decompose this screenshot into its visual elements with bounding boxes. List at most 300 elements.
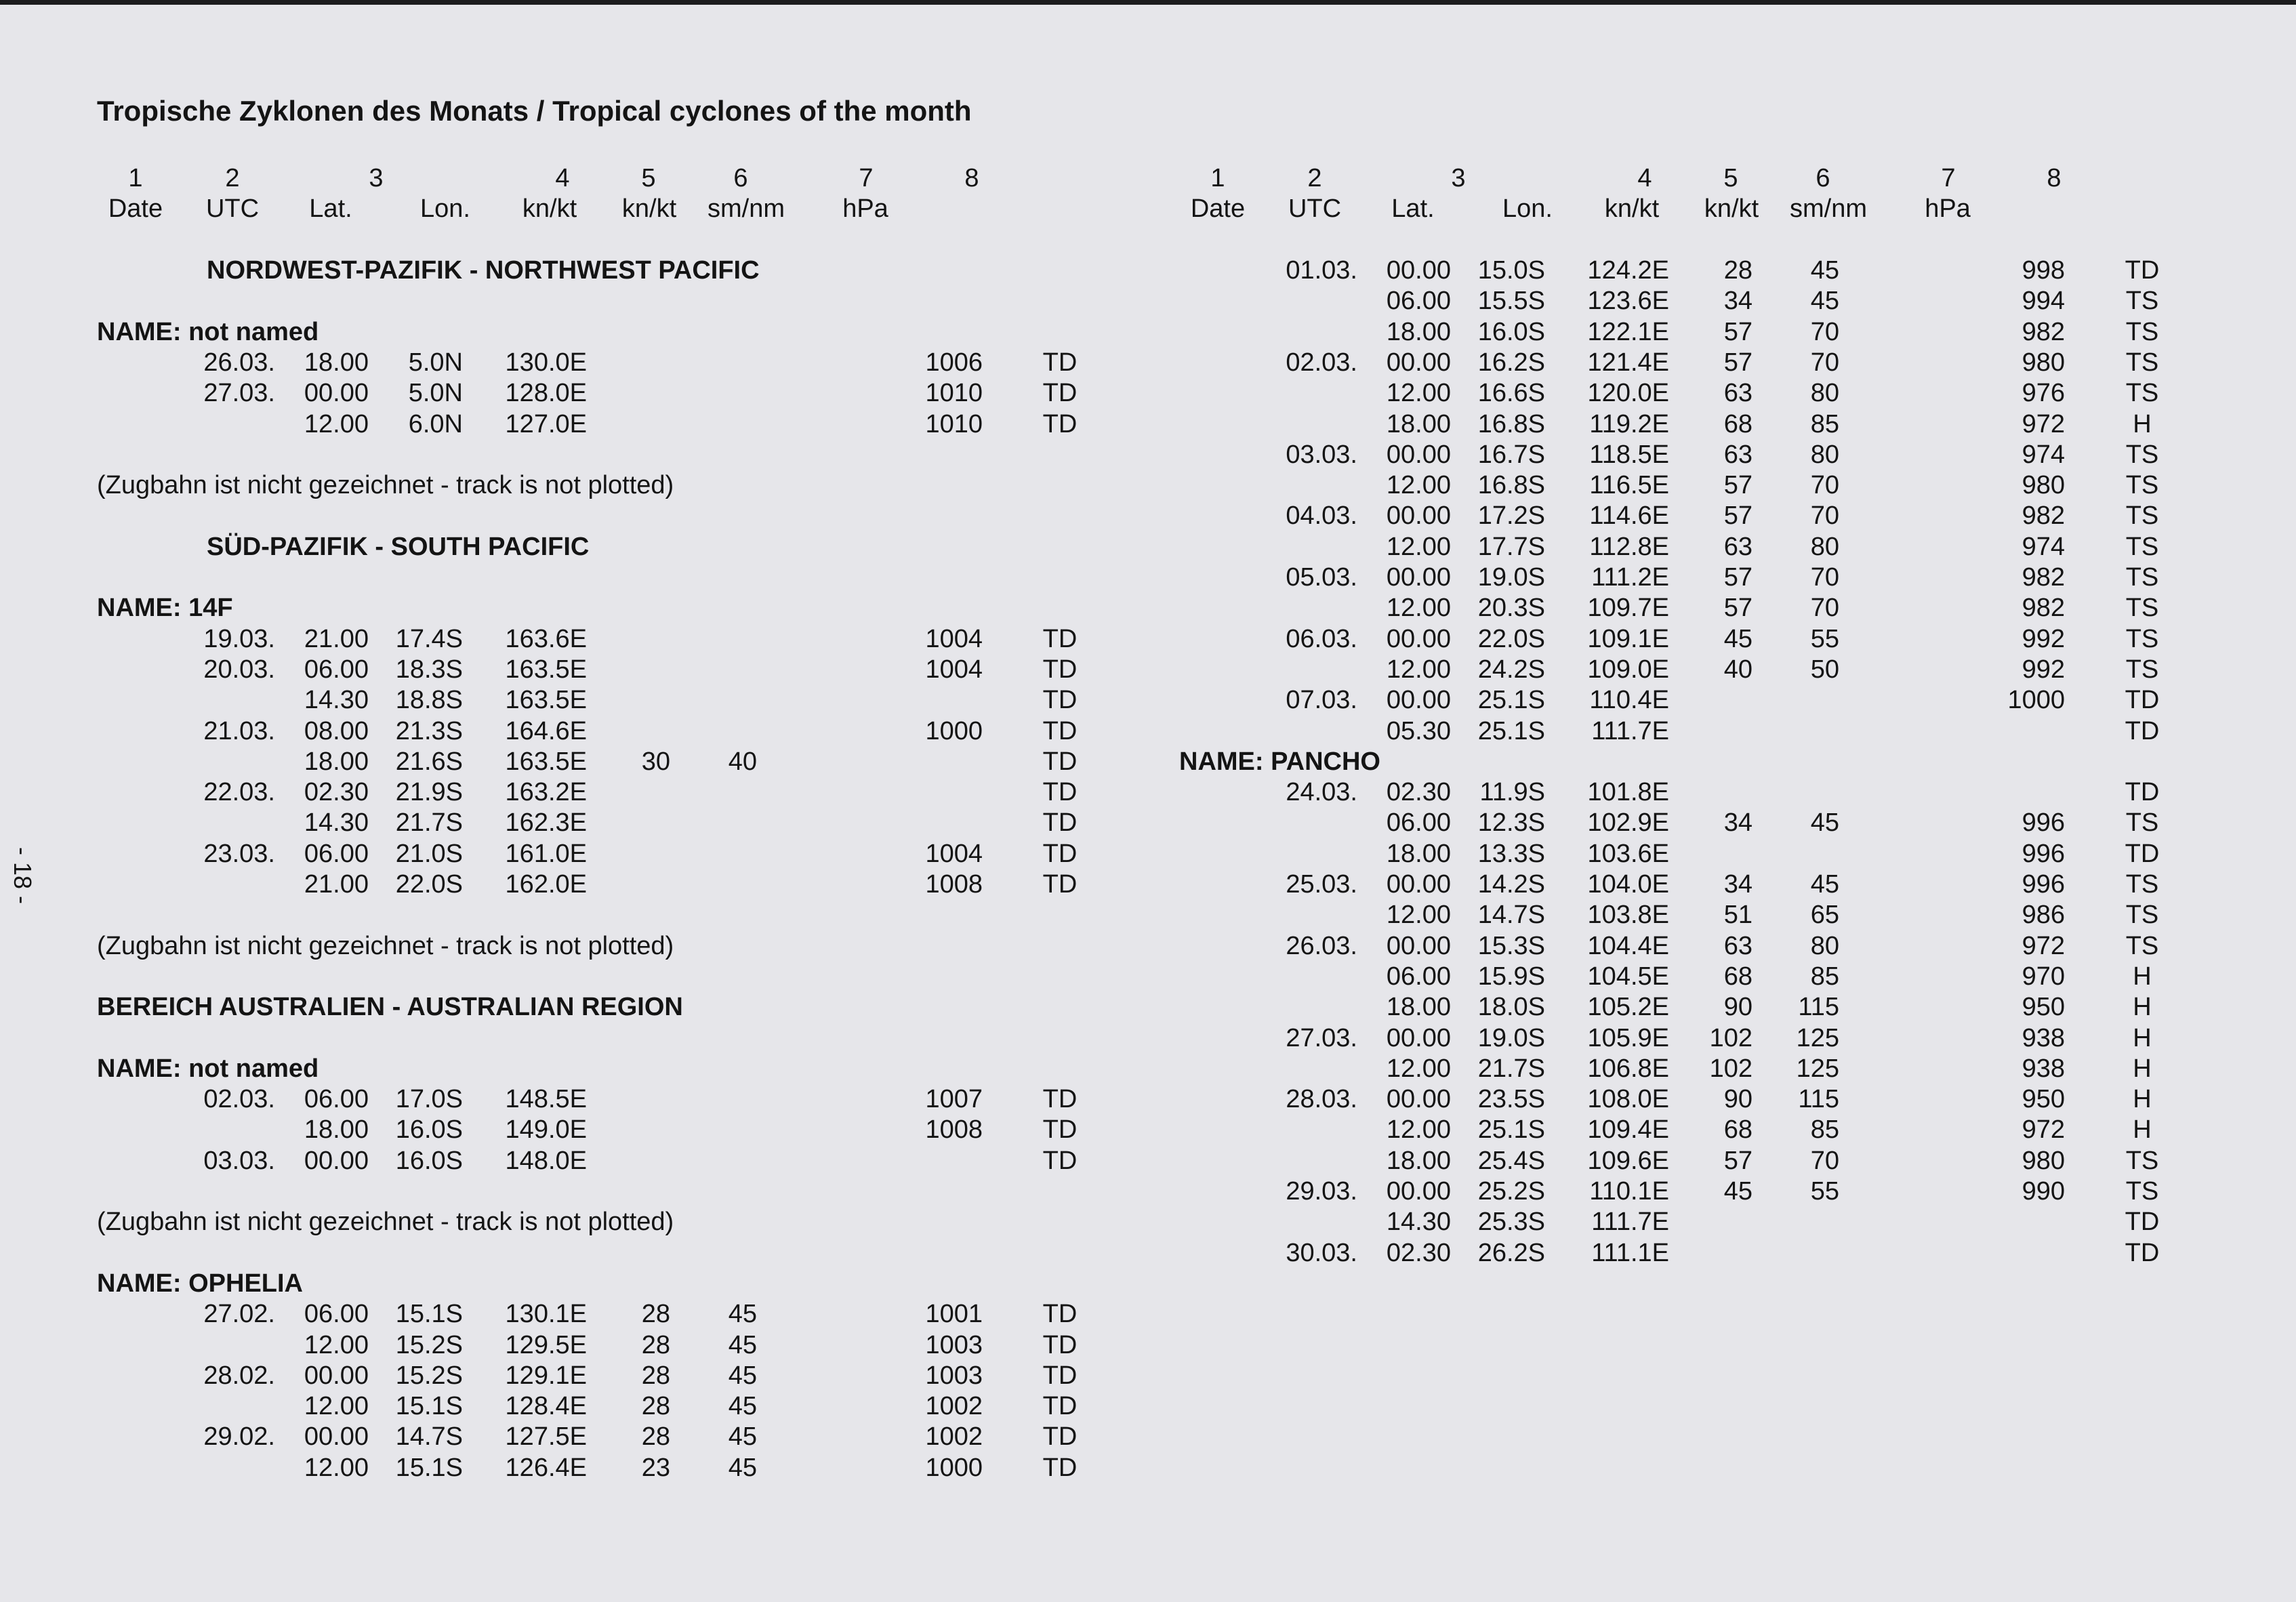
cell-category: TS (2125, 655, 2159, 684)
cell-category: TD (1042, 1422, 1078, 1452)
cell-lat: 25.4S (1477, 1146, 1545, 1175)
cell-wind-kt: 30 (641, 747, 670, 776)
cell-gust-kt: 45 (1810, 256, 1839, 285)
cell-category: TS (2125, 317, 2159, 346)
right-header-number-7: 7 (1941, 164, 1956, 192)
cell-lon: 163.2E (505, 778, 587, 807)
cell-lon: 118.5E (1589, 440, 1669, 469)
cell-gust-kt: 70 (1810, 317, 1839, 346)
cell-gust-kt: 125 (1796, 1054, 1839, 1083)
cell-lat: 15.1S (395, 1300, 463, 1329)
cyclone-name: NAME: OPHELIA (97, 1269, 303, 1298)
table-row (1179, 287, 2196, 317)
cell-lon: 109.0E (1587, 655, 1669, 684)
left-header-label-8: hPa (842, 194, 888, 223)
cell-lon: 109.1E (1587, 624, 1669, 653)
cell-category: TS (2125, 471, 2159, 500)
page-title: Tropische Zyklonen des Monats / Tropical cyclones of the month (97, 95, 972, 127)
cell-wind-kt: 90 (1723, 993, 1752, 1022)
cell-utc: 00.00 (1386, 931, 1451, 960)
cyclone-name: NAME: not named (97, 317, 319, 346)
cell-lon: 105.2E (1587, 993, 1669, 1022)
cell-lon: 120.0E (1587, 379, 1669, 408)
cell-category: H (2133, 1115, 2152, 1145)
cell-lon: 110.4E (1589, 686, 1669, 715)
table-row (97, 1331, 1113, 1361)
table-row (97, 625, 1113, 655)
cell-lat: 17.4S (395, 624, 463, 653)
cell-gust-kt: 70 (1810, 501, 1839, 531)
section-heading: NORDWEST-PAZIFIK - NORTHWEST PACIFIC (207, 256, 760, 285)
cell-utc: 06.00 (1386, 962, 1451, 991)
cell-pressure: 986 (2022, 901, 2065, 930)
cell-lat: 18.8S (395, 686, 463, 715)
cell-utc: 00.00 (304, 1361, 369, 1390)
cell-wind-kt: 57 (1723, 563, 1752, 592)
cell-utc: 00.00 (1386, 1023, 1451, 1052)
cell-date: 22.03. (203, 778, 275, 807)
cell-utc: 06.00 (1386, 287, 1451, 316)
cell-category: TS (2125, 870, 2159, 899)
cell-pressure: 992 (2022, 655, 2065, 684)
cell-utc: 18.00 (1386, 993, 1451, 1022)
table-row (1179, 778, 2196, 808)
cell-category: TD (1042, 1453, 1078, 1482)
cell-category: TD (1042, 1392, 1078, 1421)
table-row (97, 379, 1113, 409)
cell-lon: 119.2E (1589, 409, 1669, 438)
right-header-label-8: hPa (1925, 194, 1971, 223)
left-header-label-3: Lat. (309, 194, 352, 223)
left-header-number-1: 1 (128, 164, 143, 192)
table-row (1179, 410, 2196, 440)
cell-gust-kt: 80 (1810, 532, 1839, 561)
cell-category: TS (2125, 563, 2159, 592)
cell-category: TD (1042, 1115, 1078, 1145)
cell-lon: 162.3E (505, 808, 587, 838)
cell-date: 20.03. (203, 655, 275, 684)
cell-category: H (2133, 962, 2152, 991)
cell-category: TS (2125, 931, 2159, 960)
table-row (97, 1115, 1113, 1146)
cell-wind-kt: 102 (1709, 1054, 1752, 1083)
cell-wind-kt: 40 (1723, 655, 1752, 684)
cell-pressure: 1000 (2007, 686, 2065, 715)
cell-category: TS (2125, 808, 2159, 838)
cell-pressure: 938 (2022, 1054, 2065, 1083)
cell-utc: 21.00 (304, 870, 369, 899)
cell-lat: 17.7S (1477, 532, 1545, 561)
cell-category: TD (1042, 1085, 1078, 1114)
table-row (1179, 932, 2196, 962)
cell-utc: 06.00 (1386, 808, 1451, 838)
cell-pressure: 982 (2022, 501, 2065, 531)
cell-pressure: 1003 (925, 1361, 983, 1390)
table-row (97, 717, 1113, 747)
cell-lon: 122.1E (1587, 317, 1669, 346)
cell-lat: 16.0S (395, 1115, 463, 1145)
cell-wind-kt: 34 (1723, 287, 1752, 316)
cell-utc: 12.00 (1386, 901, 1451, 930)
cell-lat: 21.0S (395, 839, 463, 868)
cell-gust-kt: 40 (728, 747, 757, 776)
cell-category: TS (2125, 501, 2159, 531)
cell-wind-kt: 23 (641, 1453, 670, 1482)
cell-pressure: 998 (2022, 256, 2065, 285)
table-row (1179, 440, 2196, 471)
cell-pressure: 1008 (925, 870, 983, 899)
cell-lat: 14.7S (395, 1422, 463, 1452)
table-row (1179, 962, 2196, 993)
cell-category: TD (1042, 870, 1078, 899)
section-heading: BEREICH AUSTRALIEN - AUSTRALIAN REGION (97, 993, 683, 1022)
cell-pressure: 1004 (925, 655, 983, 684)
cell-lon: 164.6E (505, 716, 587, 745)
right-header-number-1: 1 (1210, 164, 1225, 192)
cell-gust-kt: 55 (1810, 1177, 1839, 1206)
cell-lat: 15.2S (395, 1330, 463, 1359)
cell-category: TD (1042, 747, 1078, 776)
cell-wind-kt: 68 (1723, 962, 1752, 991)
cell-lon: 163.6E (505, 624, 587, 653)
cell-pressure: 980 (2022, 348, 2065, 377)
cell-lat: 22.0S (1477, 624, 1545, 653)
cell-lon: 163.5E (505, 686, 587, 715)
right-header-label-7: sm/nm (1790, 194, 1867, 223)
cell-lat: 22.0S (395, 870, 463, 899)
cyclone-name: NAME: not named (97, 1054, 319, 1083)
track-note: (Zugbahn ist nicht gezeichnet - track is not plotted) (97, 1208, 674, 1237)
cell-lat: 21.6S (395, 747, 463, 776)
cell-category: TD (1042, 808, 1078, 838)
cell-lon: 112.8E (1589, 532, 1669, 561)
cell-gust-kt: 125 (1796, 1023, 1839, 1052)
cell-pressure: 1007 (925, 1085, 983, 1114)
cell-wind-kt: 28 (1723, 256, 1752, 285)
cell-lat: 14.7S (1477, 901, 1545, 930)
cell-category: H (2133, 1054, 2152, 1083)
cell-lon: 128.4E (505, 1392, 587, 1421)
table-row (1179, 1024, 2196, 1054)
cell-pressure: 996 (2022, 870, 2065, 899)
cell-wind-kt: 45 (1723, 624, 1752, 653)
table-row (97, 1422, 1113, 1453)
cell-pressure: 1010 (925, 409, 983, 438)
cell-category: TS (2125, 379, 2159, 408)
cell-category: H (2133, 409, 2152, 438)
cell-date: 19.03. (203, 624, 275, 653)
cell-lat: 17.0S (395, 1085, 463, 1114)
cell-lat: 17.2S (1477, 501, 1545, 531)
cell-lat: 23.5S (1477, 1085, 1545, 1114)
table-row (1179, 318, 2196, 348)
table-row (97, 1085, 1113, 1115)
cell-wind-kt: 57 (1723, 1146, 1752, 1175)
cell-lat: 24.2S (1477, 655, 1545, 684)
cell-pressure: 982 (2022, 594, 2065, 623)
cell-wind-kt: 57 (1723, 317, 1752, 346)
cell-category: TD (2125, 1208, 2160, 1237)
cell-lon: 102.9E (1587, 808, 1669, 838)
cell-pressure: 1000 (925, 1453, 983, 1482)
cell-lon: 101.8E (1587, 778, 1669, 807)
cell-date: 06.03. (1286, 624, 1357, 653)
cell-wind-kt: 28 (641, 1422, 670, 1452)
cell-gust-kt: 85 (1810, 409, 1839, 438)
cell-gust-kt: 70 (1810, 1146, 1839, 1175)
cell-utc: 00.00 (1386, 624, 1451, 653)
cell-date: 05.03. (1286, 563, 1357, 592)
cell-date: 27.03. (203, 379, 275, 408)
left-header-label-2: UTC (205, 194, 260, 223)
cell-gust-kt: 45 (728, 1422, 757, 1452)
cell-lon: 148.5E (505, 1085, 587, 1114)
cell-lat: 25.2S (1477, 1177, 1545, 1206)
cell-lat: 16.0S (1477, 317, 1545, 346)
table-row (97, 1392, 1113, 1422)
cell-utc: 12.00 (304, 1453, 369, 1482)
cell-lon: 103.6E (1587, 839, 1669, 868)
table-row (97, 1454, 1113, 1484)
table-row (1179, 655, 2196, 686)
cell-wind-kt: 34 (1723, 870, 1752, 899)
right-header-number-3: 3 (1451, 164, 1466, 192)
cell-pressure: 1004 (925, 839, 983, 868)
cell-lon: 104.0E (1587, 870, 1669, 899)
left-header-label-1: Date (108, 194, 163, 223)
cell-lat: 16.7S (1477, 440, 1545, 469)
left-header-number-5: 5 (641, 164, 656, 192)
cell-pressure: 972 (2022, 1115, 2065, 1145)
cell-lon: 127.5E (505, 1422, 587, 1452)
left-header-label-5: kn/kt (522, 194, 577, 223)
section-heading: SÜD-PAZIFIK - SOUTH PACIFIC (207, 532, 590, 561)
cell-category: H (2133, 993, 2152, 1022)
cell-gust-kt: 80 (1810, 931, 1839, 960)
cell-date: 02.03. (1286, 348, 1357, 377)
cell-utc: 00.00 (1386, 1085, 1451, 1114)
cell-lat: 11.9S (1479, 778, 1545, 807)
cell-lon: 124.2E (1587, 256, 1669, 285)
left-header-label-4: Lon. (420, 194, 470, 223)
left-header-label-6: kn/kt (621, 194, 677, 223)
cell-lat: 5.0N (408, 379, 463, 408)
cell-utc: 00.00 (1386, 256, 1451, 285)
cell-date: 29.03. (1286, 1177, 1357, 1206)
cell-lon: 109.7E (1587, 594, 1669, 623)
cell-utc: 12.00 (1386, 594, 1451, 623)
table-row (97, 410, 1113, 440)
right-header-label-1: Date (1190, 194, 1246, 223)
cell-category: TD (2125, 686, 2160, 715)
cell-date: 01.03. (1286, 256, 1357, 285)
table-row (97, 1147, 1113, 1177)
cell-lat: 19.0S (1477, 1023, 1545, 1052)
cell-wind-kt: 63 (1723, 379, 1752, 408)
cell-date: 03.03. (203, 1146, 275, 1175)
cell-lon: 103.8E (1587, 901, 1669, 930)
table-row (1179, 840, 2196, 870)
cell-category: H (2133, 1023, 2152, 1052)
cell-date: 26.03. (203, 348, 275, 377)
left-header-number-3: 3 (369, 164, 384, 192)
cyclone-name: NAME: 14F (97, 594, 233, 623)
cell-gust-kt: 50 (1810, 655, 1839, 684)
cell-lat: 16.0S (395, 1146, 463, 1175)
right-header-label-2: UTC (1288, 194, 1342, 223)
cell-lat: 18.0S (1477, 993, 1545, 1022)
cell-category: TD (1042, 1146, 1078, 1175)
cell-lat: 21.9S (395, 778, 463, 807)
cell-category: TS (2125, 594, 2159, 623)
table-row (97, 1361, 1113, 1392)
cell-pressure: 994 (2022, 287, 2065, 316)
cell-utc: 05.30 (1386, 716, 1451, 745)
cell-utc: 12.00 (1386, 379, 1451, 408)
table-row (97, 686, 1113, 716)
top-edge-bar (0, 0, 2296, 5)
cell-lat: 15.0S (1477, 256, 1545, 285)
cell-category: TD (1042, 778, 1078, 807)
cell-lon: 104.5E (1587, 962, 1669, 991)
cell-utc: 06.00 (304, 839, 369, 868)
cell-lon: 109.6E (1587, 1146, 1669, 1175)
cell-wind-kt: 68 (1723, 409, 1752, 438)
table-row (1179, 533, 2196, 563)
cell-wind-kt: 28 (641, 1300, 670, 1329)
cell-pressure: 1001 (925, 1300, 983, 1329)
cell-date: 04.03. (1286, 501, 1357, 531)
left-header-number-2: 2 (225, 164, 240, 192)
cell-category: TD (1042, 716, 1078, 745)
cell-utc: 18.00 (1386, 1146, 1451, 1175)
right-header-number-8: 8 (2047, 164, 2062, 192)
cell-gust-kt: 45 (728, 1330, 757, 1359)
left-header-number-8: 8 (964, 164, 979, 192)
cell-pressure: 970 (2022, 962, 2065, 991)
cell-utc: 12.00 (1386, 1115, 1451, 1145)
cell-lon: 111.1E (1591, 1238, 1669, 1267)
cell-pressure: 972 (2022, 409, 2065, 438)
cell-lon: 163.5E (505, 655, 587, 684)
cell-wind-kt: 63 (1723, 931, 1752, 960)
table-row (97, 778, 1113, 808)
table-row (1179, 379, 2196, 409)
cell-lat: 15.3S (1477, 931, 1545, 960)
cell-lon: 163.5E (505, 747, 587, 776)
track-note: (Zugbahn ist nicht gezeichnet - track is not plotted) (97, 931, 674, 960)
table-row (1179, 501, 2196, 532)
cell-lat: 5.0N (408, 348, 463, 377)
cell-category: TD (1042, 686, 1078, 715)
table-row (97, 808, 1113, 839)
right-header-number-5: 5 (1723, 164, 1738, 192)
cell-pressure: 980 (2022, 1146, 2065, 1175)
cell-date: 27.02. (203, 1300, 275, 1329)
right-header-label-5: kn/kt (1604, 194, 1660, 223)
table-row (1179, 717, 2196, 747)
cell-lat: 15.1S (395, 1392, 463, 1421)
cell-category: TD (2125, 778, 2160, 807)
cell-utc: 18.00 (304, 747, 369, 776)
cell-utc: 06.00 (304, 655, 369, 684)
table-row (1179, 1085, 2196, 1115)
left-header-number-6: 6 (733, 164, 748, 192)
cell-lat: 21.3S (395, 716, 463, 745)
cell-lon: 114.6E (1589, 501, 1669, 531)
cell-utc: 12.00 (304, 409, 369, 438)
cell-date: 29.02. (203, 1422, 275, 1452)
cell-pressure: 1006 (925, 348, 983, 377)
cell-gust-kt: 115 (1798, 993, 1839, 1022)
cell-wind-kt: 57 (1723, 594, 1752, 623)
cell-pressure: 996 (2022, 808, 2065, 838)
cell-category: TS (2125, 901, 2159, 930)
cell-category: TS (2125, 440, 2159, 469)
cell-lat: 15.2S (395, 1361, 463, 1390)
table-row (1179, 808, 2196, 839)
cell-date: 03.03. (1286, 440, 1357, 469)
cell-category: TS (2125, 1146, 2159, 1175)
cell-lon: 162.0E (505, 870, 587, 899)
cell-wind-kt: 57 (1723, 348, 1752, 377)
cell-lon: 149.0E (505, 1115, 587, 1145)
cell-pressure: 1002 (925, 1392, 983, 1421)
cell-utc: 12.00 (304, 1330, 369, 1359)
cell-utc: 12.00 (1386, 471, 1451, 500)
cell-wind-kt: 28 (641, 1392, 670, 1421)
cell-utc: 00.00 (1386, 348, 1451, 377)
cell-pressure: 950 (2022, 993, 2065, 1022)
cell-utc: 02.30 (304, 778, 369, 807)
cell-wind-kt: 57 (1723, 471, 1752, 500)
cell-wind-kt: 57 (1723, 501, 1752, 531)
cell-gust-kt: 45 (728, 1392, 757, 1421)
cell-category: TD (2125, 1238, 2160, 1267)
table-row (1179, 1115, 2196, 1146)
cell-lon: 111.7E (1591, 1208, 1669, 1237)
table-row (97, 348, 1113, 379)
cell-pressure: 980 (2022, 471, 2065, 500)
table-row (1179, 256, 2196, 287)
cell-category: TD (1042, 655, 1078, 684)
cell-date: 27.03. (1286, 1023, 1357, 1052)
cell-lon: 109.4E (1587, 1115, 1669, 1145)
cell-pressure: 1004 (925, 624, 983, 653)
table-row (1179, 1177, 2196, 1208)
cell-utc: 21.00 (304, 624, 369, 653)
cell-utc: 18.00 (1386, 409, 1451, 438)
cell-gust-kt: 85 (1810, 962, 1839, 991)
cell-category: TD (1042, 409, 1078, 438)
cell-category: TS (2125, 348, 2159, 377)
cell-lat: 26.2S (1477, 1238, 1545, 1267)
cell-pressure: 992 (2022, 624, 2065, 653)
cell-lat: 25.1S (1477, 716, 1545, 745)
cell-utc: 00.00 (304, 1422, 369, 1452)
cell-lat: 20.3S (1477, 594, 1545, 623)
cell-date: 30.03. (1286, 1238, 1357, 1267)
cell-utc: 00.00 (1386, 686, 1451, 715)
cell-lat: 18.3S (395, 655, 463, 684)
table-row (1179, 686, 2196, 716)
cell-wind-kt: 28 (641, 1330, 670, 1359)
cell-lon: 105.9E (1587, 1023, 1669, 1052)
cell-lat: 15.9S (1477, 962, 1545, 991)
cell-category: TD (1042, 839, 1078, 868)
cell-category: TD (1042, 1361, 1078, 1390)
cell-gust-kt: 45 (728, 1300, 757, 1329)
